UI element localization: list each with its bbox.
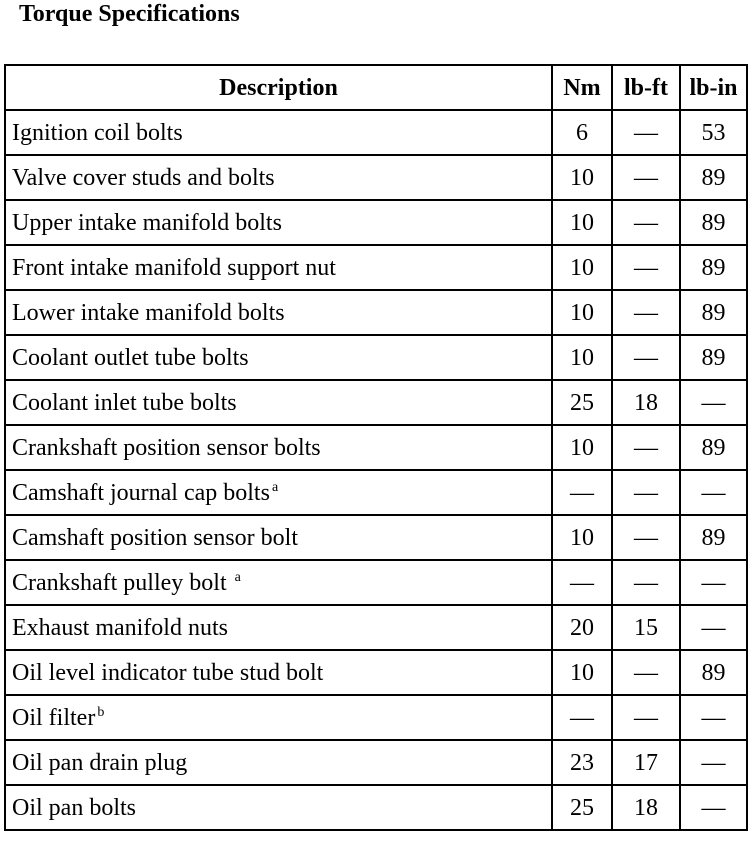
table-row <box>5 380 747 425</box>
cell-description <box>5 290 552 335</box>
cell-nm: 20 <box>552 605 612 650</box>
cell-lbft: — <box>612 110 680 155</box>
cell-description <box>5 200 552 245</box>
cell-lbft: — <box>612 290 680 335</box>
table-row <box>5 335 747 380</box>
cell-lbft: — <box>612 155 680 200</box>
description-text: Oil filter <box>12 704 96 731</box>
cell-lbft: — <box>612 200 680 245</box>
cell-nm: 10 <box>552 650 612 695</box>
description-text: Coolant outlet tube bolts <box>12 344 249 371</box>
cell-nm: 6 <box>552 110 612 155</box>
cell-nm: — <box>552 470 612 515</box>
description-text: Front intake manifold support nut <box>12 254 336 281</box>
cell-nm: 10 <box>552 335 612 380</box>
cell-nm: 10 <box>552 425 612 470</box>
cell-nm: 23 <box>552 740 612 785</box>
cell-lbin: — <box>680 470 747 515</box>
header-description: Description <box>5 65 552 110</box>
description-text: Upper intake manifold bolts <box>12 209 282 236</box>
cell-lbin: 89 <box>680 425 747 470</box>
table-header-row <box>5 65 747 110</box>
cell-lbin: 89 <box>680 515 747 560</box>
cell-lbin: — <box>680 695 747 740</box>
description-text: Valve cover studs and bolts <box>12 164 275 191</box>
cell-lbft: 17 <box>612 740 680 785</box>
description-text: Crankshaft position sensor bolts <box>12 434 321 461</box>
cell-description <box>5 155 552 200</box>
cell-lbft: — <box>612 560 680 605</box>
header-lbft: lb-ft <box>612 65 680 110</box>
description-text: Crankshaft pulley bolt <box>12 569 233 596</box>
description-text: Camshaft journal cap bolts <box>12 479 270 506</box>
cell-lbin: 89 <box>680 290 747 335</box>
cell-lbin: 89 <box>680 200 747 245</box>
cell-description <box>5 785 552 830</box>
table-row <box>5 110 747 155</box>
footnote-marker: a <box>234 569 241 585</box>
description-text: Oil level indicator tube stud bolt <box>12 659 324 686</box>
description-text: Oil pan bolts <box>12 794 136 821</box>
cell-lbin: — <box>680 740 747 785</box>
cell-nm: 25 <box>552 380 612 425</box>
cell-nm: 25 <box>552 785 612 830</box>
table-row <box>5 245 747 290</box>
description-text: Exhaust manifold nuts <box>12 614 228 641</box>
cell-lbin: 53 <box>680 110 747 155</box>
table-row <box>5 200 747 245</box>
cell-description <box>5 335 552 380</box>
cell-description <box>5 695 552 740</box>
cell-description <box>5 605 552 650</box>
cell-lbin: 89 <box>680 155 747 200</box>
cell-description <box>5 380 552 425</box>
cell-description <box>5 425 552 470</box>
description-text: Ignition coil bolts <box>12 119 183 146</box>
cell-lbft: — <box>612 695 680 740</box>
header-lbin: lb-in <box>680 65 747 110</box>
cell-lbin: 89 <box>680 650 747 695</box>
cell-lbft: 18 <box>612 785 680 830</box>
cell-description <box>5 110 552 155</box>
cell-lbft: — <box>612 335 680 380</box>
cell-lbft: — <box>612 650 680 695</box>
table-row <box>5 515 747 560</box>
footnote-marker: b <box>97 704 105 720</box>
cell-nm: 10 <box>552 245 612 290</box>
table-row <box>5 470 747 515</box>
cell-lbin: 89 <box>680 335 747 380</box>
cell-description <box>5 245 552 290</box>
cell-lbin: — <box>680 605 747 650</box>
cell-description <box>5 470 552 515</box>
cell-description <box>5 740 552 785</box>
cell-lbft: — <box>612 425 680 470</box>
table-body <box>5 110 747 830</box>
table-row <box>5 155 747 200</box>
table-row <box>5 425 747 470</box>
description-text: Coolant inlet tube bolts <box>12 389 237 416</box>
table-row <box>5 785 747 830</box>
torque-spec-table <box>4 64 748 831</box>
description-text: Camshaft position sensor bolt <box>12 524 298 551</box>
page-title: Torque Specifications <box>19 1 240 27</box>
cell-lbin: — <box>680 380 747 425</box>
cell-lbft: — <box>612 245 680 290</box>
table-row <box>5 605 747 650</box>
cell-nm: 10 <box>552 200 612 245</box>
table-row <box>5 695 747 740</box>
cell-description <box>5 650 552 695</box>
cell-nm: — <box>552 695 612 740</box>
cell-lbin: 89 <box>680 245 747 290</box>
cell-lbft: — <box>612 515 680 560</box>
cell-nm: 10 <box>552 290 612 335</box>
table-row <box>5 560 747 605</box>
description-text: Lower intake manifold bolts <box>12 299 285 326</box>
table-row <box>5 740 747 785</box>
table-row <box>5 650 747 695</box>
header-nm: Nm <box>552 65 612 110</box>
cell-lbft: 15 <box>612 605 680 650</box>
cell-lbft: — <box>612 470 680 515</box>
cell-nm: 10 <box>552 515 612 560</box>
cell-description <box>5 515 552 560</box>
cell-nm: 10 <box>552 155 612 200</box>
cell-description <box>5 560 552 605</box>
cell-lbin: — <box>680 560 747 605</box>
cell-lbin: — <box>680 785 747 830</box>
cell-lbft: 18 <box>612 380 680 425</box>
cell-nm: — <box>552 560 612 605</box>
table-row <box>5 290 747 335</box>
description-text: Oil pan drain plug <box>12 749 188 776</box>
footnote-marker: a <box>271 479 279 495</box>
